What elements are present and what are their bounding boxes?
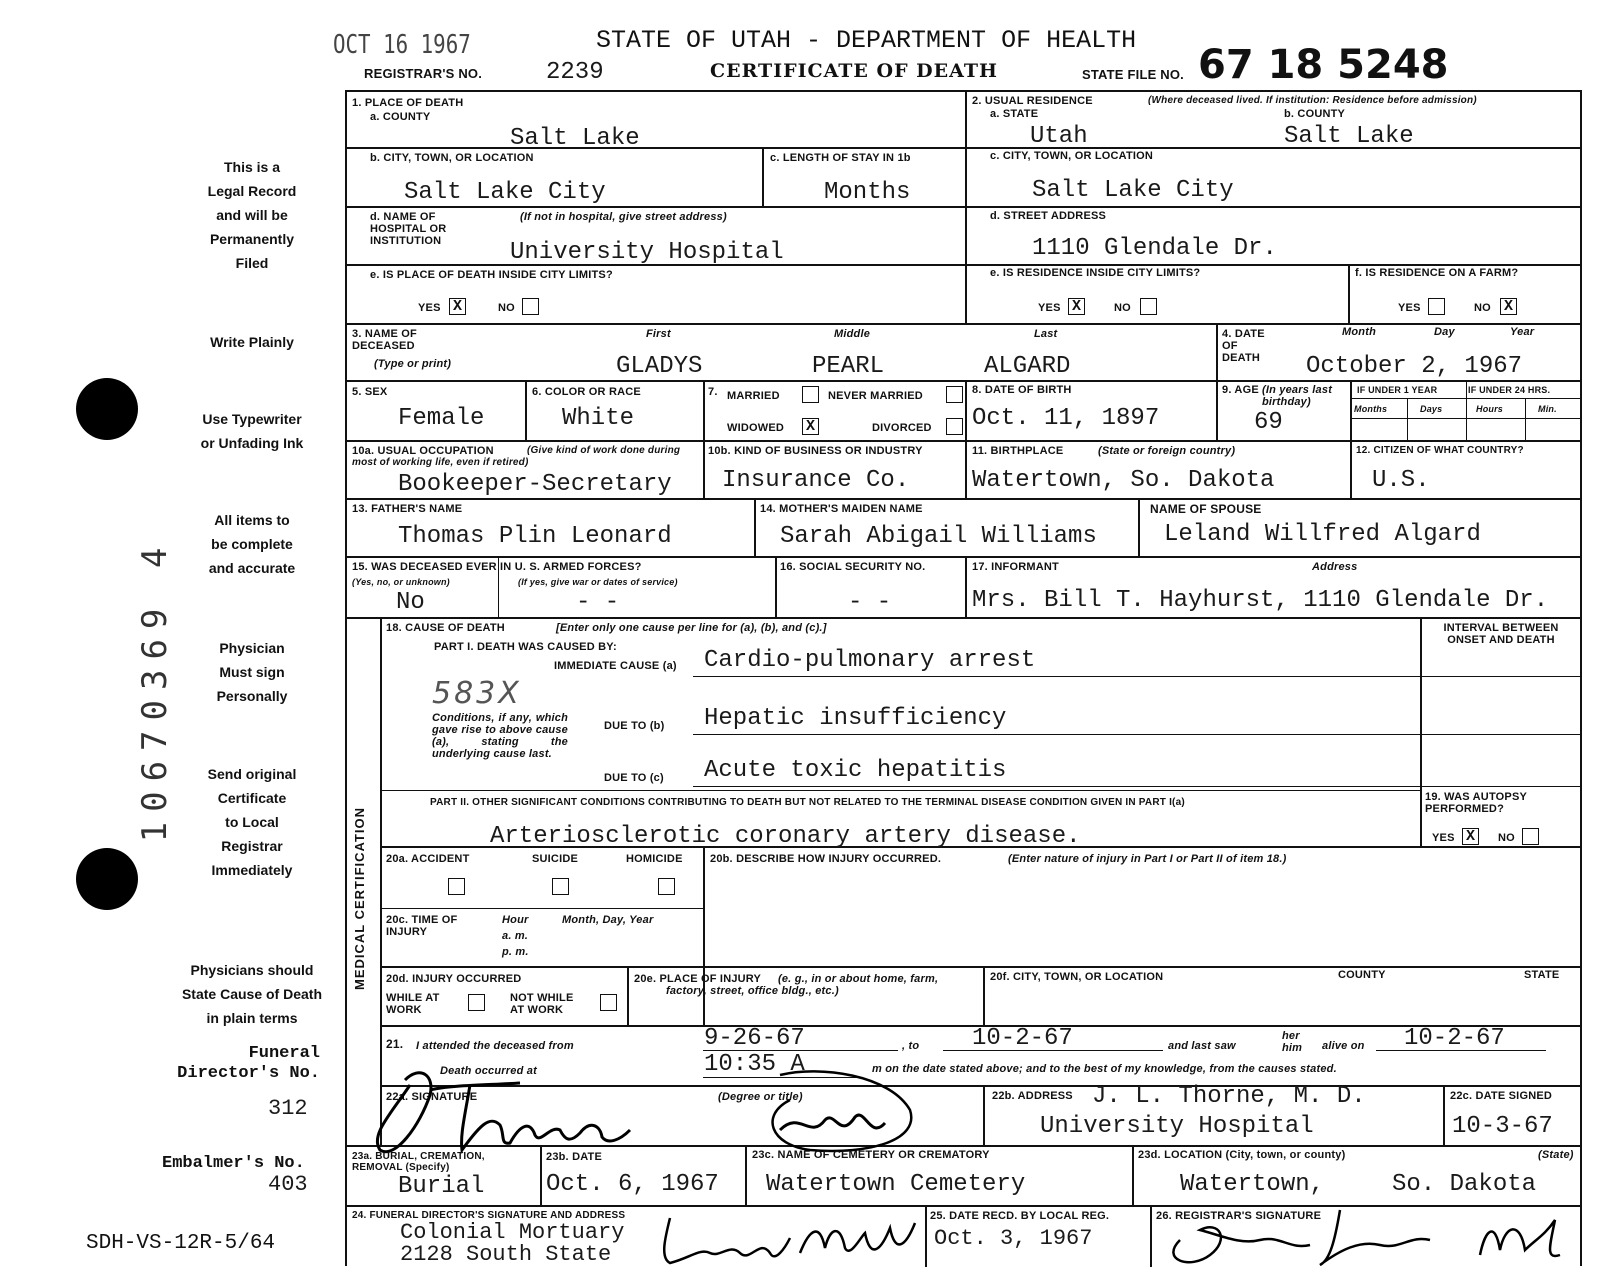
label-injury-state: STATE — [1524, 969, 1560, 981]
label-signature: 22a. SIGNATURE — [386, 1091, 478, 1103]
last-name: ALGARD — [984, 353, 1071, 380]
funeral-director-label: Funeral Director's No. — [177, 1044, 320, 1083]
death-time: 10:35 A — [704, 1051, 805, 1078]
label-war-note: (If yes, give war or dates of service) — [518, 577, 678, 587]
label-days: Days — [1420, 404, 1443, 414]
label-autopsy: 19. WAS AUTOPSY PERFORMED? — [1425, 791, 1527, 815]
date-of-birth: Oct. 11, 1897 — [972, 405, 1160, 432]
label-day: Day — [1434, 326, 1455, 338]
label-last: Last — [1034, 328, 1058, 340]
label-place-of-injury-note: (e. g., in or about home, farm, factory, street, office bldg., etc.) — [666, 973, 939, 997]
label-city: b. CITY, TOWN, OR LOCATION — [370, 152, 534, 164]
label-21: 21. — [386, 1037, 404, 1051]
label-ssn: 16. SOCIAL SECURITY NO. — [780, 561, 926, 573]
label-occupation-note: (Give kind of work done during most of working life, even if retired) — [352, 445, 681, 468]
label-injury-how-note: (Enter nature of injury in Part I or Part II of item 18.) — [1008, 853, 1287, 865]
label-her-him: her him — [1282, 1030, 1303, 1054]
label-occupation: 10a. USUAL OCCUPATION — [352, 445, 494, 457]
vertical-serial-number: 10670369 4 — [135, 537, 175, 843]
label-age: 9. AGE — [1222, 384, 1259, 396]
burial-city: Watertown, — [1180, 1171, 1325, 1198]
label-accident: 20a. ACCIDENT — [386, 853, 470, 865]
label-place-of-injury: 20e. PLACE OF INJURY — [634, 973, 762, 985]
label-date-received: 25. DATE RECD. BY LOCAL REG. — [930, 1210, 1110, 1222]
cause-code: 583X — [432, 676, 522, 711]
label-burial-date: 23b. DATE — [546, 1151, 602, 1163]
part2-conditions: Arteriosclerotic coronary artery disease. — [490, 823, 1081, 850]
registrar-no-label: REGISTRAR'S NO. — [364, 66, 483, 81]
label-no: NO — [1498, 832, 1515, 844]
label-occurred-rest: m on the date stated above; and to the best of my knowledge, from the causes stated. — [872, 1063, 1337, 1075]
checkbox-farm-yes[interactable] — [1428, 298, 1445, 315]
label-business: 10b. KIND OF BUSINESS OR INDUSTRY — [708, 445, 923, 457]
label-conditions: Conditions, if any, which gave rise to above cause (a), stating the underlying cause last. — [432, 712, 568, 760]
label-immediate: IMMEDIATE CAUSE (a) — [554, 660, 677, 672]
label-min: Min. — [1538, 404, 1557, 414]
label-pm: p. m. — [502, 946, 529, 958]
label-middle: Middle — [834, 328, 871, 340]
label-yes: YES — [1398, 302, 1421, 314]
first-name: GLADYS — [616, 353, 703, 380]
checkbox-farm-no[interactable]: X — [1500, 298, 1517, 315]
certificate-title: CERTIFICATE OF DEATH — [710, 60, 998, 82]
label-registrar-signature: 26. REGISTRAR'S SIGNATURE — [1156, 1210, 1322, 1222]
label-under-1-year: IF UNDER 1 YEAR — [1357, 385, 1438, 395]
date-received: Oct. 3, 1967 — [934, 1226, 1093, 1251]
label-attended: I attended the deceased from — [416, 1040, 574, 1052]
label-address: Address — [1312, 561, 1358, 573]
label-never-married: NEVER MARRIED — [828, 390, 923, 402]
label-armed-note: (Yes, no, or unknown) — [352, 577, 450, 587]
cemetery: Watertown Cemetery — [766, 1171, 1026, 1198]
label-medical-certification: MEDICAL CERTIFICATION — [352, 806, 367, 990]
label-usual-residence: 2. USUAL RESIDENCE — [972, 95, 1093, 107]
label-armed-forces: 15. WAS DECEASED EVER IN U. S. ARMED FORCES? — [352, 561, 642, 573]
label-injury-occurred: 20d. INJURY OCCURRED — [386, 973, 522, 985]
age: 69 — [1254, 409, 1283, 436]
label-due-to-b: DUE TO (b) — [604, 720, 665, 732]
label-alive-on: alive on — [1322, 1040, 1365, 1052]
label-disposition: 23a. BURIAL, CREMATION, REMOVAL (Specify) — [352, 1151, 485, 1173]
label-residence-note: (Where deceased lived. If institution: Residence before admission) — [1148, 95, 1477, 106]
label-under-24-hrs: IF UNDER 24 HRS. — [1468, 385, 1551, 395]
label-farm: f. IS RESIDENCE ON A FARM? — [1355, 267, 1519, 279]
label-sex: 5. SEX — [352, 386, 388, 398]
punch-hole-bottom — [76, 848, 138, 910]
checkbox-while-at-work[interactable] — [468, 994, 485, 1011]
checkbox-never-married[interactable] — [946, 386, 963, 403]
race: White — [562, 405, 635, 432]
hospital-name: University Hospital — [510, 239, 784, 266]
checkbox-divorced[interactable] — [946, 418, 963, 435]
checkbox-autopsy-yes[interactable]: X — [1462, 828, 1479, 845]
birthplace: Watertown, So. Dakota — [972, 467, 1275, 494]
label-phys-address: 22b. ADDRESS — [992, 1090, 1073, 1102]
death-date: October 2, 1967 — [1306, 353, 1523, 380]
physician-name: J. L. Thorne, M. D. — [1092, 1083, 1366, 1110]
label-informant: 17. INFORMANT — [972, 561, 1059, 573]
res-street: 1110 Glendale Dr. — [1032, 235, 1277, 262]
cause-c: Acute toxic hepatitis — [704, 757, 1007, 784]
label-interval: INTERVAL BETWEEN ONSET AND DEATH — [1443, 622, 1559, 646]
label-age-note: (In years last birthday) — [1262, 384, 1333, 408]
note-physician: Physician Must sign Personally — [216, 640, 288, 704]
label-part1: PART I. DEATH WAS CAUSED BY: — [434, 641, 617, 653]
label-due-to-c: DUE TO (c) — [604, 772, 664, 784]
label-yes: YES — [1432, 832, 1455, 844]
checkbox-widowed[interactable]: X — [802, 418, 819, 435]
res-state: Utah — [1030, 123, 1088, 150]
label-mother: 14. MOTHER'S MAIDEN NAME — [760, 503, 923, 515]
burial-date: Oct. 6, 1967 — [546, 1171, 719, 1198]
checkbox-autopsy-no[interactable] — [1522, 828, 1539, 845]
label-first: First — [646, 328, 671, 340]
label-time-of-injury: 20c. TIME OF INJURY — [386, 914, 458, 938]
label-injury-city: 20f. CITY, TOWN, OR LOCATION — [990, 971, 1164, 983]
funeral-director-no: 312 — [268, 1096, 308, 1121]
spouse-name: Leland Willfred Algard — [1164, 521, 1481, 548]
label-not-at-work: NOT WHILE AT WORK — [510, 992, 574, 1016]
middle-name: PEARL — [812, 353, 885, 380]
label-citizen: 12. CITIZEN OF WHAT COUNTRY? — [1356, 445, 1524, 456]
sex: Female — [398, 405, 485, 432]
form-number: SDH-VS-12R-5/64 — [86, 1232, 276, 1255]
death-county: Salt Lake — [510, 125, 640, 152]
label-year: Year — [1510, 326, 1535, 338]
agency-heading: STATE OF UTAH - DEPARTMENT OF HEALTH — [596, 26, 1137, 55]
date-signed: 10-3-67 — [1452, 1113, 1553, 1140]
label-res-inside-city: e. IS RESIDENCE INSIDE CITY LIMITS? — [990, 267, 1201, 279]
label-married: MARRIED — [727, 390, 780, 402]
label-degree: (Degree or title) — [718, 1091, 803, 1103]
label-hospital: d. NAME OF HOSPITAL OR INSTITUTION — [370, 211, 447, 247]
label-date-signed: 22c. DATE SIGNED — [1450, 1090, 1553, 1102]
label-res-county: b. COUNTY — [1284, 108, 1346, 120]
occupation: Bookeeper-Secretary — [398, 471, 672, 498]
label-hours: Hours — [1476, 404, 1504, 414]
funeral-home: Colonial Mortuary — [400, 1220, 625, 1245]
label-race: 6. COLOR OR RACE — [532, 386, 641, 398]
label-death-inside-city: e. IS PLACE OF DEATH INSIDE CITY LIMITS? — [370, 269, 613, 281]
label-part2: PART II. OTHER SIGNIFICANT CONDITIONS CONTRIBUTING TO DEATH BUT NOT RELATED TO THE TERMINAL DISEASE CONDITION GIVEN IN PART I(a) — [430, 797, 1185, 808]
label-hour: Hour — [502, 914, 529, 926]
label-cause-note: [Enter only one cause per line for (a), (b), and (c).] — [556, 622, 827, 634]
funeral-address: 2128 South State — [400, 1242, 612, 1267]
res-city: Salt Lake City — [1032, 177, 1234, 204]
father-name: Thomas Plin Leonard — [398, 523, 672, 550]
label-yes: YES — [418, 302, 441, 314]
label-state: a. STATE — [990, 108, 1039, 120]
cause-b: Hepatic insufficiency — [704, 705, 1007, 732]
note-typewriter: Use Typewriter or Unfading Ink — [200, 411, 304, 451]
checkbox-res-inside-yes[interactable]: X — [1068, 298, 1085, 315]
label-last-saw: and last saw — [1168, 1040, 1236, 1052]
checkbox-not-at-work[interactable] — [600, 994, 617, 1011]
note-complete: All items to be complete and accurate — [208, 512, 296, 576]
citizen: U.S. — [1372, 467, 1430, 494]
label-hospital-note: (If not in hospital, give street address) — [520, 211, 727, 223]
label-marital: 7. — [708, 386, 718, 398]
checkbox-suicide[interactable] — [552, 878, 569, 895]
embalmer-label: Embalmer's No. — [162, 1154, 305, 1173]
checkbox-death-inside-yes[interactable]: X — [449, 298, 466, 315]
note-legal-record: This is a Legal Record and will be Permanently Filed — [207, 159, 297, 271]
informant: Mrs. Bill T. Hayhurst, 1110 Glendale Dr. — [972, 587, 1549, 614]
cause-a: Cardio-pulmonary arrest — [704, 647, 1036, 674]
label-burial-location: 23d. LOCATION (City, town, or county) — [1138, 1149, 1346, 1161]
label-months: Months — [1354, 404, 1388, 414]
label-injury-county: COUNTY — [1338, 969, 1386, 981]
label-divorced: DIVORCED — [872, 422, 932, 434]
burial-state: So. Dakota — [1392, 1171, 1537, 1198]
received-stamp: OCT 16 1967 — [333, 30, 471, 60]
label-widowed: WIDOWED — [727, 422, 785, 434]
embalmer-no: 403 — [268, 1172, 308, 1197]
label-spouse: NAME OF SPOUSE — [1150, 502, 1262, 516]
punch-hole-top — [76, 378, 138, 440]
label-length-of-stay: c. LENGTH OF STAY IN 1b — [770, 152, 911, 164]
disposition: Burial — [398, 1173, 485, 1200]
label-no: NO — [1474, 302, 1491, 314]
state-file-no: 67 18 5248 — [1198, 42, 1449, 88]
label-county: a. COUNTY — [370, 111, 431, 123]
checkbox-married[interactable] — [802, 386, 819, 403]
registrar-signature — [1150, 1200, 1580, 1270]
label-birthplace: 11. BIRTHPLACE — [972, 445, 1064, 457]
business: Insurance Co. — [722, 467, 910, 494]
note-write-plainly: Write Plainly — [210, 334, 294, 350]
res-county: Salt Lake — [1284, 123, 1414, 150]
checkbox-homicide[interactable] — [658, 878, 675, 895]
label-name-deceased: 3. NAME OF DECEASED — [352, 328, 417, 352]
alive-on: 10-2-67 — [1404, 1025, 1505, 1052]
label-injury-how: 20b. DESCRIBE HOW INJURY OCCURRED. — [710, 853, 942, 865]
checkbox-accident[interactable] — [448, 878, 465, 895]
physician-address: University Hospital — [1040, 1113, 1314, 1140]
war-service: - - — [576, 589, 620, 616]
label-burial-state: (State) — [1538, 1149, 1574, 1161]
checkbox-res-inside-no[interactable] — [1140, 298, 1157, 315]
label-homicide: HOMICIDE — [626, 853, 683, 865]
label-type-print: (Type or print) — [374, 358, 452, 370]
label-while-at-work: WHILE AT WORK — [386, 992, 440, 1016]
checkbox-death-inside-no[interactable] — [522, 298, 539, 315]
label-cemetery: 23c. NAME OF CEMETERY OR CREMATORY — [752, 1149, 990, 1161]
label-birthplace-note: (State or foreign country) — [1098, 445, 1236, 457]
attended-from: 9-26-67 — [704, 1025, 805, 1052]
funeral-director-signature — [650, 1208, 930, 1272]
label-occurred-at: Death occurred at — [440, 1065, 537, 1077]
label-funeral-director: 24. FUNERAL DIRECTOR'S SIGNATURE AND ADDRESS — [352, 1210, 626, 1221]
note-cause-plain: Physicians should State Cause of Death in plain terms — [181, 962, 323, 1026]
label-am: a. m. — [502, 930, 529, 942]
label-res-city: c. CITY, TOWN, OR LOCATION — [990, 150, 1154, 162]
label-dob: 8. DATE OF BIRTH — [972, 384, 1072, 396]
label-street: d. STREET ADDRESS — [990, 210, 1107, 222]
label-cause-of-death: 18. CAUSE OF DEATH — [386, 622, 505, 634]
note-send-original: Send original Certificate to Local Registrar Immediately — [207, 766, 297, 878]
ssn: - - — [848, 589, 892, 616]
label-mdy: Month, Day, Year — [562, 914, 654, 926]
label-suicide: SUICIDE — [532, 853, 579, 865]
state-file-label: STATE FILE NO. — [1082, 67, 1184, 82]
attended-to: 10-2-67 — [972, 1025, 1073, 1052]
stay-length: Months — [824, 179, 911, 206]
death-city: Salt Lake City — [404, 179, 606, 206]
mother-name: Sarah Abigail Williams — [780, 523, 1097, 550]
registrar-no: 2239 — [546, 59, 604, 86]
label-no: NO — [1114, 302, 1131, 314]
label-month: Month — [1342, 326, 1376, 338]
label-date-of-death: 4. DATE OF DEATH — [1222, 328, 1265, 364]
label-no: NO — [498, 302, 515, 314]
label-yes: YES — [1038, 302, 1061, 314]
label-to: , to — [902, 1040, 920, 1052]
label-place-of-death: 1. PLACE OF DEATH — [352, 97, 464, 109]
label-father: 13. FATHER'S NAME — [352, 503, 463, 515]
armed-forces: No — [396, 589, 425, 616]
